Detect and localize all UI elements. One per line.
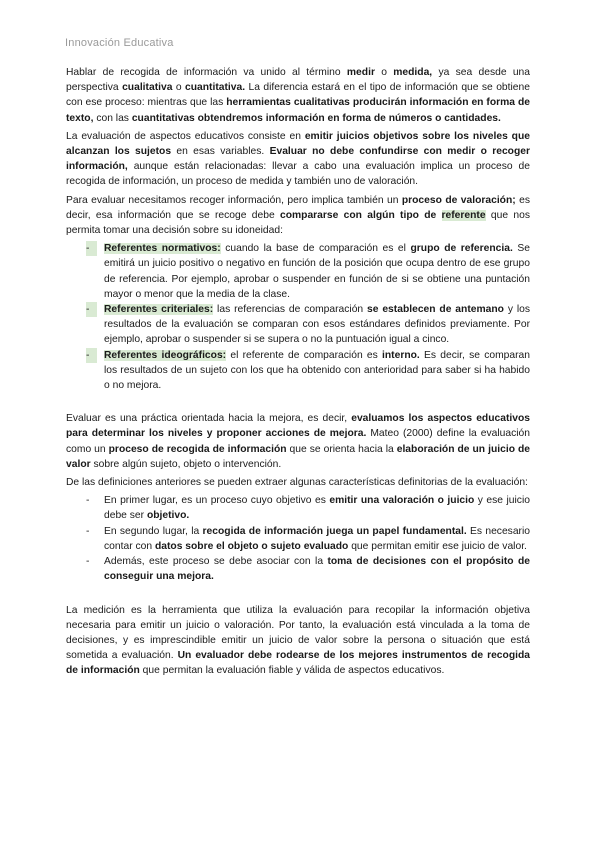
list-item-run: grupo de referencia. (410, 243, 513, 255)
list-item-run: y ese juicio debe ser (104, 495, 530, 522)
paragraph-characteristics-intro (66, 475, 530, 490)
list-item-run: Referentes normativos: (104, 243, 221, 255)
referents-list (66, 241, 530, 393)
text-run: compararse con algún tipo de (279, 209, 442, 221)
list-item-run: emitir una valoración o juicio (329, 495, 475, 507)
list-item (66, 241, 530, 302)
bullet-dash: - (86, 556, 90, 568)
paragraph-measurement-tool (66, 603, 530, 679)
text-run: Evaluar no debe confundirse con medir o recoger información, (66, 146, 530, 173)
list-item-run: que permitan emitir ese juicio de valor. (348, 540, 527, 552)
list-item-run: Además, este proceso se debe asociar con la (104, 556, 328, 568)
text-run: De las definiciones anteriores se pueden extraer algunas características definitorias de la evaluación: (66, 477, 528, 489)
text-run: emitir juicios objetivos sobre los niveles que alcanzan los sujetos (66, 130, 530, 158)
text-run: cuantitativa. (185, 82, 246, 94)
bullet-dash: - (86, 241, 97, 256)
list-item-run: objetivo. (146, 510, 190, 522)
document-body (66, 65, 530, 682)
list-item-run: Es necesario contar con (104, 525, 531, 552)
bullet-dash: - (86, 495, 90, 507)
list-item (66, 302, 530, 348)
text-run: elaboración de un juicio de valor (66, 443, 531, 470)
text-run: en esas variables. (171, 146, 270, 158)
characteristics-list (66, 493, 530, 584)
text-run: La diferencia estará en el tipo de información que se obtiene con ese proceso: mientras que las (66, 82, 530, 109)
text-run: Un evaluador debe rodearse de los mejores instrumentos de recogida de información (66, 650, 530, 677)
text-run: o (374, 67, 394, 78)
list-item (66, 348, 530, 394)
list-item-run: el referente de comparación es (226, 349, 383, 361)
text-run: con las (93, 112, 132, 124)
text-run: La medición es la herramienta que utiliza la evaluación para recopilar la información objetiva necesaria para emitir un juicio o valoración. Por tanto, la evaluación está vinculada a la toma de decisiones, y es imprescindible emitir un juicio de valor sobre la persona o situación que está sometida a evaluación. (66, 604, 530, 662)
text-run: La evaluación de aspectos educativos consiste en (66, 130, 305, 142)
list-item-run: Referentes criteriales: (104, 304, 214, 316)
paragraph-improvement (66, 411, 530, 472)
list-item-run: se establecen de antemano (367, 304, 504, 316)
text-run: proceso de recogida de información (108, 443, 287, 455)
list-item (66, 554, 530, 584)
text-run: o (172, 82, 186, 94)
text-run: evaluamos los aspectos educativos para determinar los niveles y proponer acciones de mejora. (66, 413, 530, 440)
list-item-run: Se emitirá un juicio positivo o negativo en función de la posición que ocupa dentro de ese grupo de referencia. Por ejemplo, aprobar o suspender en función de si se obtiene una puntación mayor o menor que la media de la clase. (104, 243, 530, 300)
paragraph-evaluation-definition (66, 129, 530, 190)
text-run: sobre algún sujeto, objeto o intervención. (90, 458, 282, 470)
list-item-run: Referentes ideográficos: (104, 349, 227, 361)
list-item-run: datos sobre el objeto o sujeto evaluado (154, 540, 349, 552)
text-run: que se orienta hacia la (286, 443, 397, 455)
list-item-run: En segundo lugar, la (104, 525, 203, 537)
bullet-dash: - (86, 348, 97, 363)
text-run: referente (441, 209, 486, 221)
bullet-dash: - (86, 525, 90, 537)
list-item-run: cuando la base de comparación es el (220, 243, 411, 255)
list-item-run: recogida de información juega un papel fundamental. (202, 525, 467, 537)
list-item-run: y los resultados de la evaluación se comparan con esos estándares definidos previamente. Por ejemplo, aprobar o suspender si se supera o no la puntuación igual a cinco. (104, 304, 530, 346)
list-item-run: interno. (382, 349, 420, 361)
text-run: cuantitativas obtendremos información en forma de números o cantidades. (131, 112, 501, 124)
text-run: que nos permita tomar una decisión sobre su idoneidad: (66, 209, 530, 237)
text-run: que permitan la evaluación fiable y válida de aspectos educativos. (139, 665, 445, 677)
list-item-run: toma de decisiones con el propósito de conseguir una mejora. (104, 556, 530, 583)
text-run: medida, (393, 67, 433, 78)
text-run: herramientas cualitativas producirán información en forma de texto, (66, 97, 530, 124)
text-run: ya sea desde una perspectiva (66, 67, 531, 94)
text-run: medir (346, 67, 375, 78)
text-run: cualitativa (122, 82, 173, 94)
document-header: Innovación Educativa (65, 37, 174, 49)
text-run: es decir, esa información que se recoge debe (66, 194, 530, 221)
paragraph-valuation (66, 193, 530, 239)
text-run: proceso de valoración; (401, 194, 516, 206)
list-item-run: Es decir, se comparan los resultados de un sujeto con los que ha obtenido con anterioridad para saber si ha habido o no mejora. (104, 349, 530, 392)
text-run: Evaluar es una práctica orientada hacia la mejora, es decir, (66, 413, 352, 425)
text-run: Mateo (2000) define la evaluación como un (66, 428, 530, 455)
text-run: Para evaluar necesitamos recoger información, pero implica también un (66, 194, 402, 206)
text-run: aunque están relacionadas: llevar a cabo una evaluación implica un proceso de recogida de información, un proceso de medida y también uno de valoración. (66, 161, 530, 188)
text-run: Hablar de recogida de información va unido al término (66, 67, 347, 78)
list-item (66, 493, 530, 523)
list-item-run: En primer lugar, es un proceso cuyo objetivo es (104, 495, 330, 507)
list-item (66, 524, 530, 554)
bullet-dash: - (86, 302, 97, 317)
list-item-run: las referencias de comparación (213, 304, 368, 316)
paragraph-measurement (66, 65, 530, 126)
